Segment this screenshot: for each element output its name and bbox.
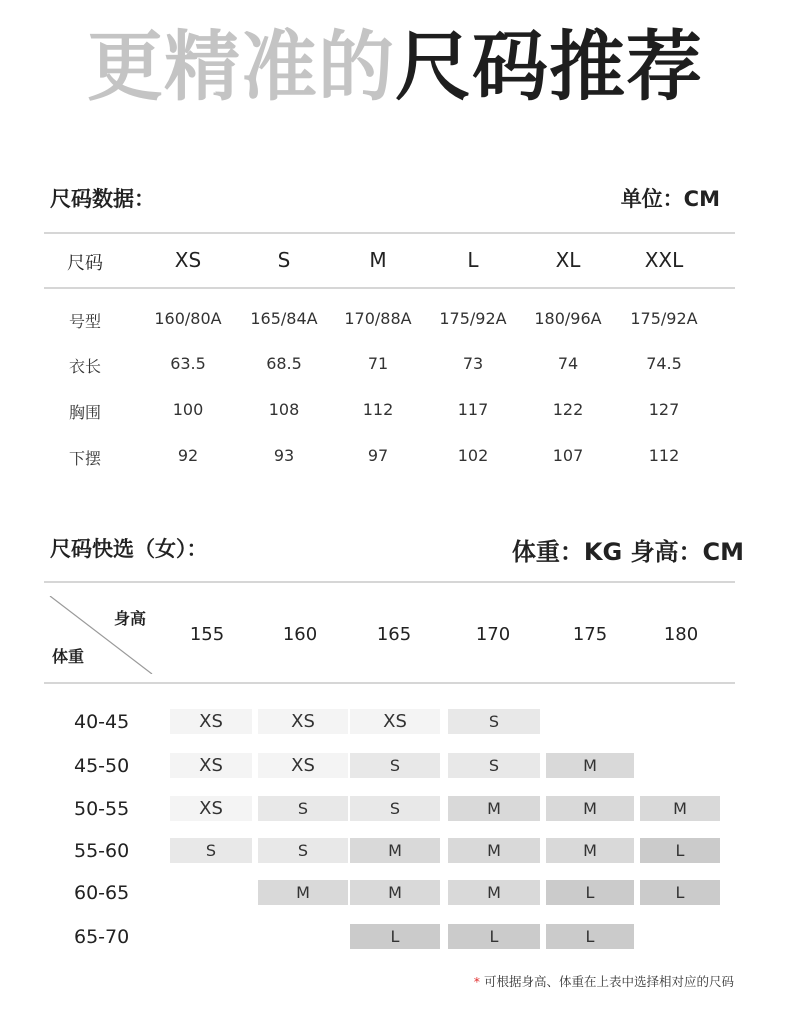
size-data-cell: 108	[268, 400, 300, 419]
divider	[44, 682, 735, 684]
size-recommendation-cell: S	[448, 753, 540, 778]
size-data-cell: 92	[177, 446, 199, 465]
size-data-cell: 74.5	[646, 354, 682, 373]
size-recommendation-cell: XS	[258, 709, 348, 734]
size-header-cell: XL	[555, 248, 581, 272]
height-header-cell: 165	[376, 624, 412, 645]
height-header-cell: 155	[189, 624, 225, 645]
size-recommendation-cell: S	[170, 838, 252, 863]
size-recommendation-cell: M	[640, 796, 720, 821]
size-data-cell: 71	[367, 354, 389, 373]
quick-select-unit: 体重：KG 身高：CM	[511, 538, 744, 566]
size-recommendation-cell: S	[258, 796, 348, 821]
size-data-cell: 74	[557, 354, 579, 373]
size-data-cell: 175/92A	[630, 309, 698, 328]
size-data-cell: 102	[457, 446, 489, 465]
size-header-cell: S	[277, 248, 291, 272]
size-recommendation-cell: M	[546, 796, 634, 821]
size-recommendation-cell: XS	[170, 796, 252, 821]
size-data-cell: 117	[457, 400, 489, 419]
size-data-cell: 112	[648, 446, 680, 465]
size-recommendation-cell: L	[350, 924, 440, 949]
weight-row-label: 55-60	[74, 840, 130, 862]
footnote-star: *	[473, 974, 481, 989]
size-data-cell: 68.5	[266, 354, 302, 373]
size-recommendation-cell: XS	[350, 709, 440, 734]
size-recommendation-cell: XS	[170, 753, 252, 778]
divider	[44, 581, 735, 583]
size-recommendation-cell: M	[448, 838, 540, 863]
size-recommendation-cell: S	[448, 709, 540, 734]
divider	[44, 232, 735, 234]
size-data-cell: 97	[367, 446, 389, 465]
divider	[44, 287, 735, 289]
size-row-label: 号型	[68, 312, 101, 331]
quick-select-title: 尺码快选（女）：	[50, 537, 208, 561]
size-data-unit: 单位：CM	[620, 187, 720, 211]
weight-row-label: 40-45	[74, 711, 130, 733]
size-data-cell: 165/84A	[250, 309, 318, 328]
size-header-label: 尺码	[67, 253, 103, 274]
title-light: 更精准的	[87, 22, 395, 111]
size-recommendation-cell: M	[448, 880, 540, 905]
size-data-cell: 127	[648, 400, 680, 419]
size-recommendation-cell: XS	[258, 753, 348, 778]
size-recommendation-cell: XS	[170, 709, 252, 734]
size-recommendation-cell: M	[258, 880, 348, 905]
size-header-cell: M	[369, 248, 387, 272]
weight-row-label: 50-55	[74, 798, 130, 820]
size-data-cell: 122	[552, 400, 584, 419]
size-data-cell: 73	[462, 354, 484, 373]
corner-weight-label: 体重	[52, 647, 85, 666]
height-header-cell: 160	[282, 624, 318, 645]
size-data-cell: 107	[552, 446, 584, 465]
size-row-label: 衣长	[68, 357, 101, 376]
size-recommendation-cell: S	[258, 838, 348, 863]
size-recommendation-cell: S	[350, 796, 440, 821]
size-recommendation-cell: L	[640, 880, 720, 905]
size-data-cell: 112	[362, 400, 394, 419]
footnote	[474, 972, 734, 990]
height-header-cell: 170	[475, 624, 511, 645]
weight-row-label: 45-50	[74, 755, 130, 777]
size-header-cell: L	[467, 248, 479, 272]
size-header-cell: XS	[174, 248, 202, 272]
height-header-cell: 180	[663, 624, 699, 645]
size-data-cell: 160/80A	[154, 309, 222, 328]
size-data-cell: 175/92A	[439, 309, 507, 328]
size-recommendation-cell: M	[546, 753, 634, 778]
size-data-cell: 100	[172, 400, 204, 419]
corner-height-label: 身高	[114, 609, 147, 628]
size-recommendation-cell: L	[640, 838, 720, 863]
table-corner-header	[44, 596, 154, 674]
size-recommendation-cell: M	[350, 880, 440, 905]
size-recommendation-cell: L	[546, 880, 634, 905]
size-row-label: 下摆	[68, 449, 101, 468]
size-row-label: 胸围	[68, 403, 101, 422]
size-recommendation-cell: S	[350, 753, 440, 778]
size-recommendation-cell: M	[448, 796, 540, 821]
footnote-text: 可根据身高、体重在上表中选择相对应的尺码	[480, 974, 734, 989]
size-data-cell: 170/88A	[344, 309, 412, 328]
weight-row-label: 65-70	[74, 926, 130, 948]
size-header-cell: XXL	[644, 248, 684, 272]
size-data-cell: 180/96A	[534, 309, 602, 328]
size-recommendation-cell: M	[350, 838, 440, 863]
height-header-cell: 175	[572, 624, 608, 645]
size-data-cell: 63.5	[170, 354, 206, 373]
size-recommendation-cell: M	[546, 838, 634, 863]
size-recommendation-cell: L	[448, 924, 540, 949]
size-recommendation-cell: L	[546, 924, 634, 949]
title-dark: 尺码推荐	[395, 22, 703, 111]
page-title	[0, 22, 790, 112]
size-data-cell: 93	[273, 446, 295, 465]
size-data-title: 尺码数据：	[50, 187, 155, 211]
weight-row-label: 60-65	[74, 882, 130, 904]
